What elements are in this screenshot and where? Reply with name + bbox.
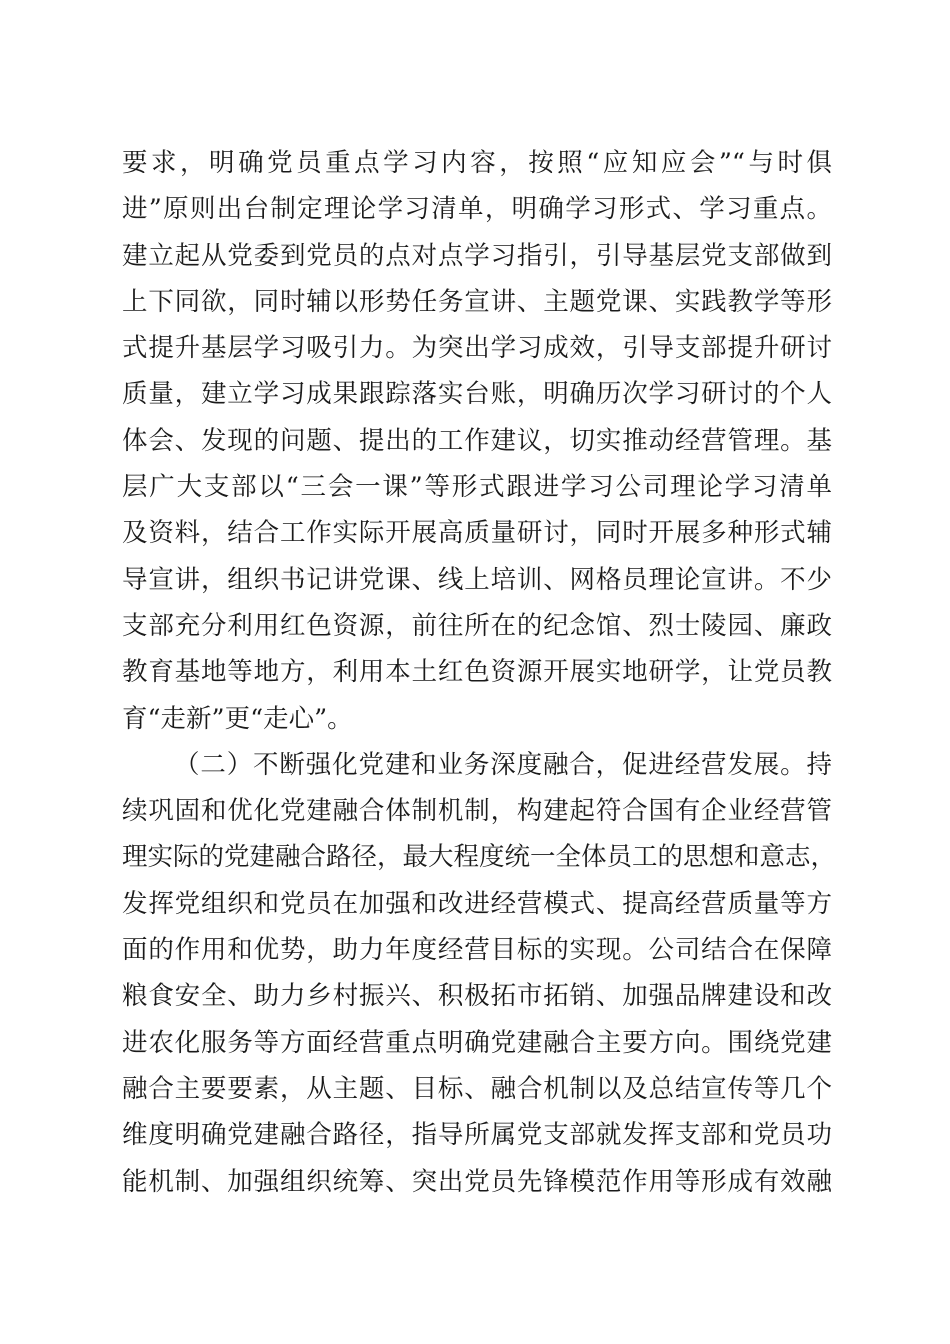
text-line: 面的作用和优势，助力年度经营目标的实现。公司结合在保障 — [122, 935, 832, 966]
text-line: 融合主要要素，从主题、目标、融合机制以及总结宣传等几个 — [122, 1073, 832, 1104]
text-line: 质量，建立学习成果跟踪落实台账，明确历次学习研讨的个人 — [122, 379, 832, 410]
text-line: 维度明确党建融合路径，指导所属党支部就发挥支部和党员功 — [122, 1120, 832, 1151]
text-line: 能机制、加强组织统筹、突出党员先锋模范作用等形成有效融 — [122, 1166, 832, 1197]
text-line: 发挥党组织和党员在加强和改进经营模式、提高经营质量等方 — [122, 888, 832, 919]
text-line: 体会、发现的问题、提出的工作建议，切实推动经营管理。基 — [122, 425, 832, 456]
text-line: 要求，明确党员重点学习内容，按照“应知应会”“与时俱 — [122, 148, 832, 178]
text-line: 进农化服务等方面经营重点明确党建融合主要方向。围绕党建 — [122, 1027, 832, 1058]
text-line: 支部充分利用红色资源，前往所在的纪念馆、烈士陵园、廉政 — [122, 610, 832, 641]
text-line: 进”原则出台制定理论学习清单，明确学习形式、学习重点。 — [122, 194, 832, 225]
text-line: 及资料，结合工作实际开展高质量研讨，同时开展多种形式辅 — [122, 518, 832, 549]
text-line: 导宣讲，组织书记讲党课、线上培训、网格员理论宣讲。不少 — [122, 564, 832, 595]
text-line-tail: 持 — [806, 749, 832, 780]
text-line: 教育基地等地方，利用本土红色资源开展实地研学，让党员教 — [122, 657, 832, 688]
section-heading-line — [122, 742, 832, 788]
text-line: 上下同欲，同时辅以形势任务宣讲、主题党课、实践教学等形 — [122, 286, 832, 317]
text-line: 续巩固和优化党建融合体制机制，构建起符合国有企业经营管 — [122, 796, 832, 827]
text-line: 粮食安全、助力乡村振兴、积极拓市拓销、加强品牌建设和改 — [122, 981, 832, 1012]
text-line: 育“走新”更“走心”。 — [122, 703, 353, 734]
text-line: 建立起从党委到党员的点对点学习指引，引导基层党支部做到 — [122, 240, 832, 271]
section-heading: （二）不断强化党建和业务深度融合，促进经营发展。 — [174, 749, 807, 780]
text-line: 理实际的党建融合路径，最大程度统一全体员工的思想和意志， — [122, 842, 837, 873]
text-line: 层广大支部以“三会一课”等形式跟进学习公司理论学习清单 — [122, 472, 832, 503]
document-body — [122, 140, 837, 1205]
text-line: 式提升基层学习吸引力。为突出学习成效，引导支部提升研讨 — [122, 333, 832, 364]
